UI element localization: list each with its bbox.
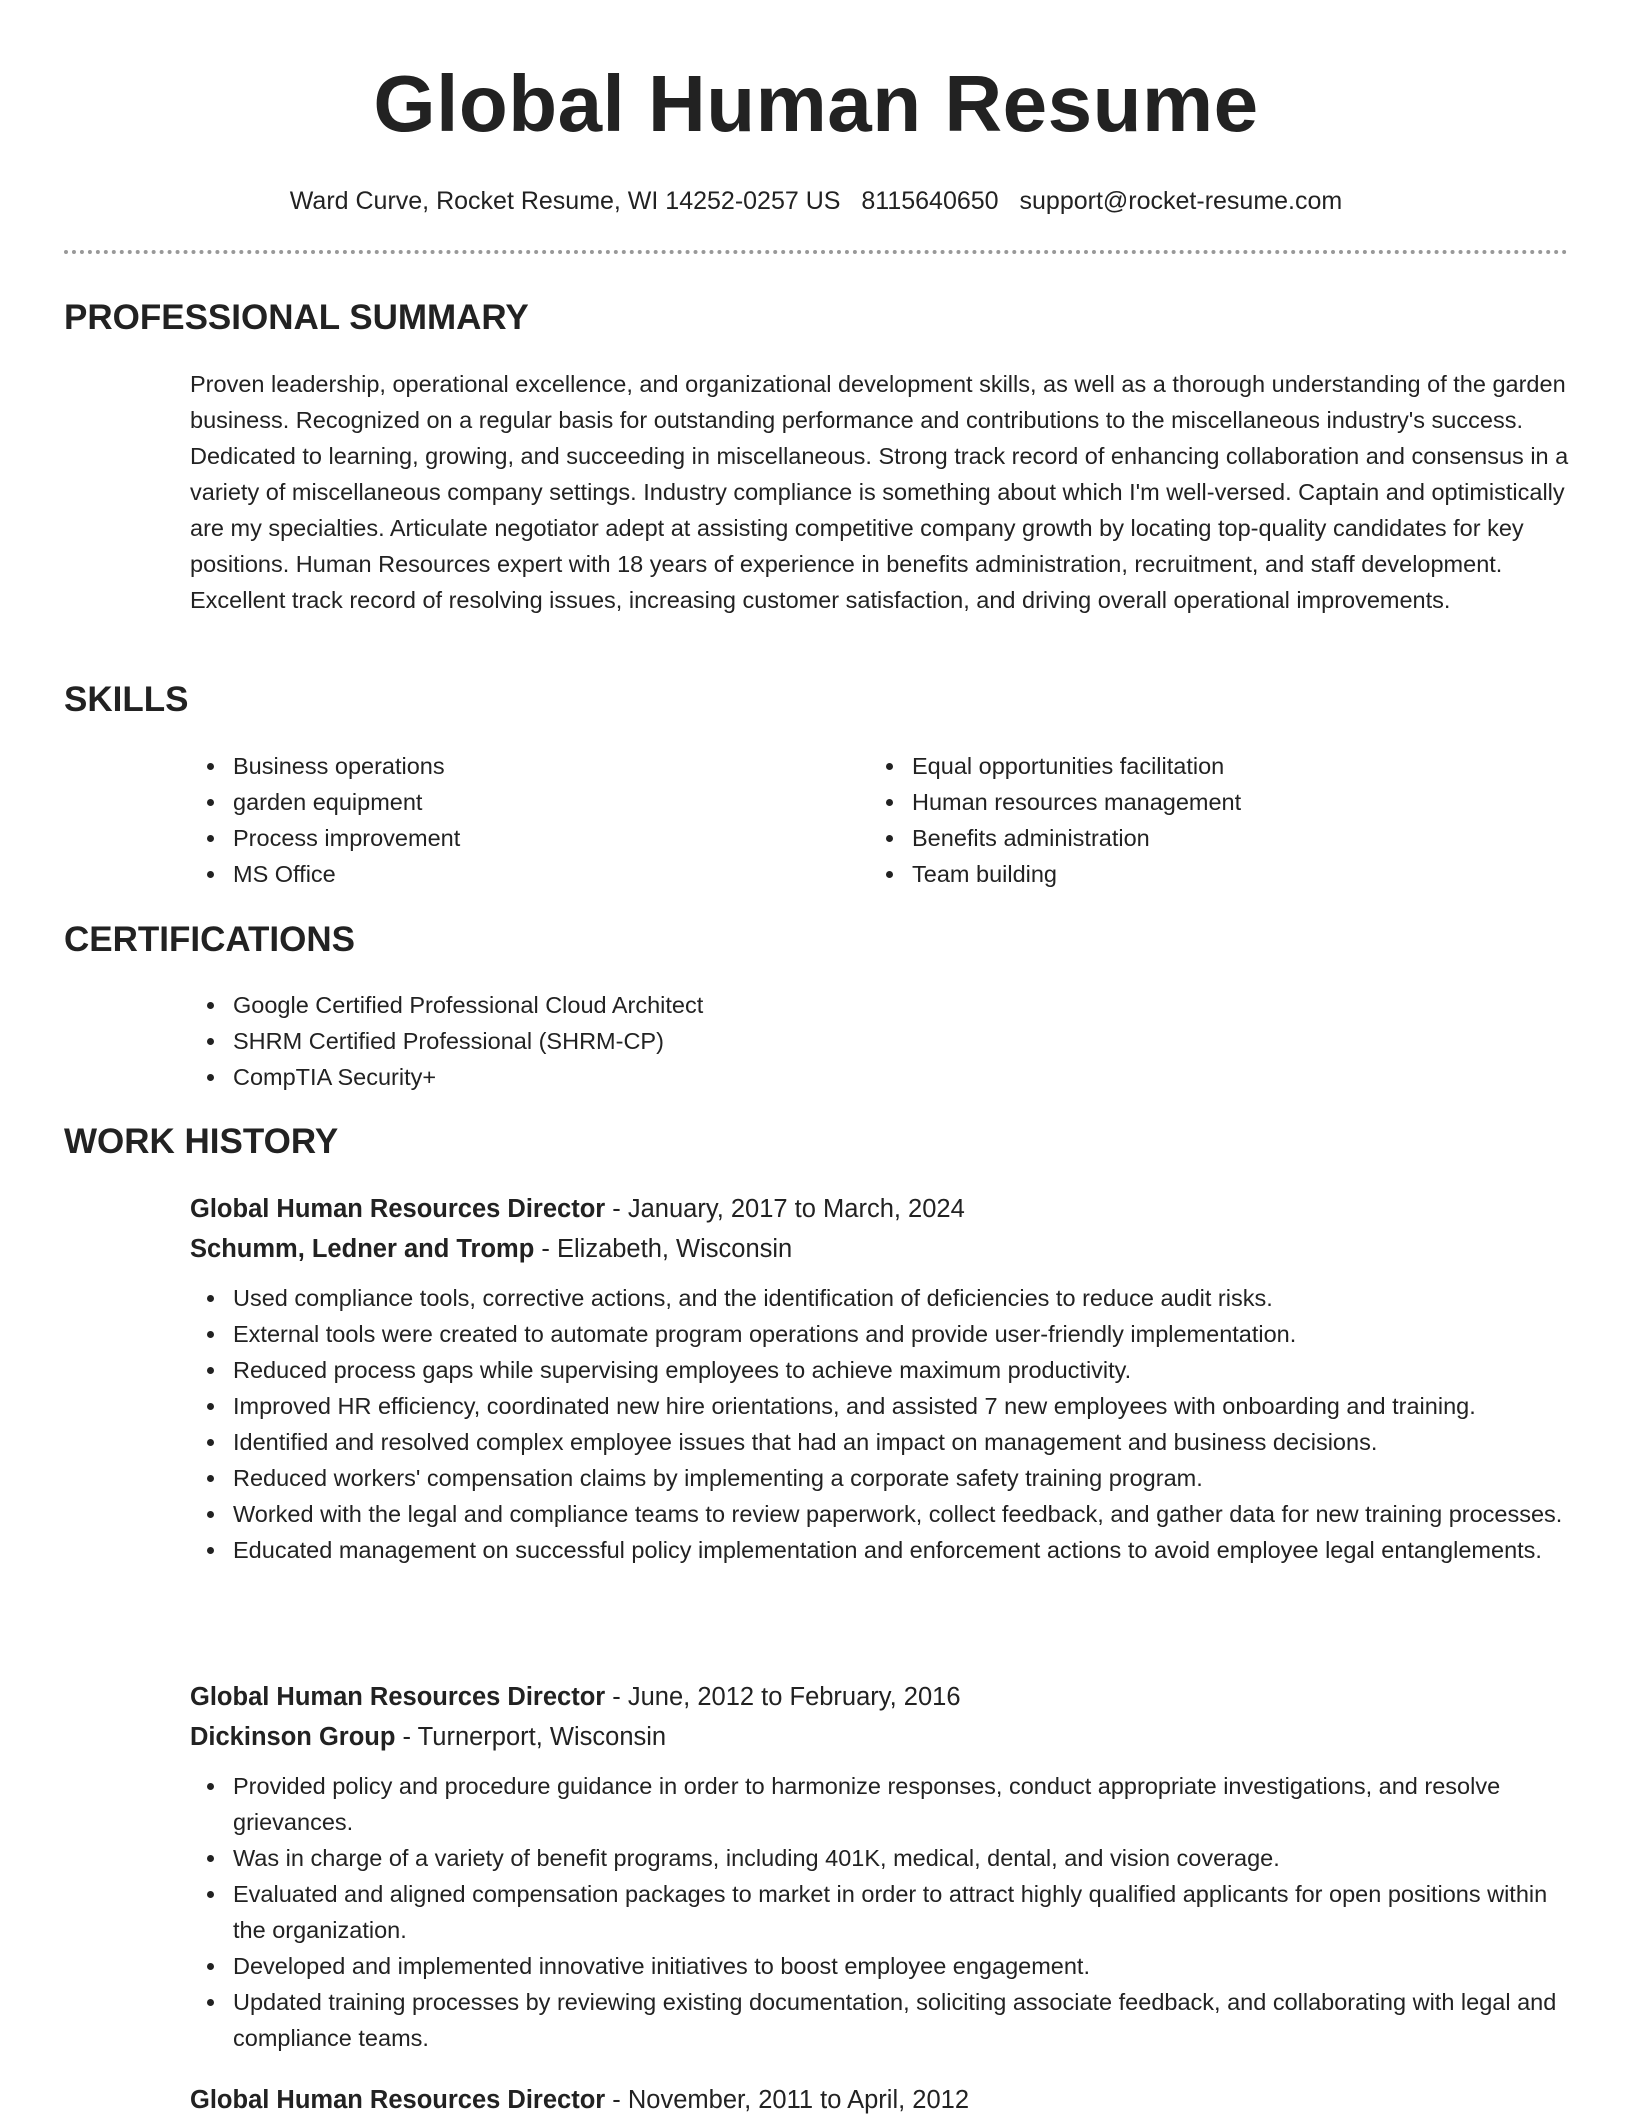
contact-address: Ward Curve, Rocket Resume, WI 14252-0257 US	[289, 187, 841, 215]
job-entry	[190, 1189, 1580, 1568]
job-bullet: Provided policy and procedure guidance in order to harmonize responses, conduct appropriate investigations, and resolve grievances.	[190, 1768, 1580, 1840]
skill-item: Team building	[869, 856, 1241, 892]
skills-heading: SKILLS	[64, 680, 189, 719]
summary-text: Proven leadership, operational excellence, and organizational development skills, as well as a thorough understanding of the garden business. Recognized on a regular basis for outstanding performance and contributions to the miscellaneous industry's success. Dedicated to learning, growing, and succeeding in miscellaneous. Strong track record of enhancing collaboration and consensus in a variety of miscellaneous company settings. Industry compliance is something about which I'm well-versed. Captain and optimistically are my specialties. Articulate negotiator adept at assisting competitive company growth by locating top-quality candidates for key positions. Human Resources expert with 18 years of experience in benefits administration, recruitment, and staff development. Excellent track record of resolving issues, increasing customer satisfaction, and driving overall operational improvements.	[190, 371, 1569, 613]
job-entry	[190, 2080, 1580, 2120]
summary-heading: PROFESSIONAL SUMMARY	[64, 298, 529, 337]
skills-list-left	[190, 748, 460, 892]
job-dates: - November, 2011 to April, 2012	[605, 2086, 970, 2114]
contact-email: support@rocket-resume.com	[1019, 187, 1343, 215]
job-bullet: Used compliance tools, corrective actions, and the identification of deficiencies to reduce audit risks.	[190, 1280, 1580, 1316]
job-bullet: Updated training processes by reviewing existing documentation, soliciting associate feedback, and collaborating with legal and compliance teams.	[190, 1984, 1580, 2056]
certifications-heading: CERTIFICATIONS	[64, 920, 356, 959]
skill-item: garden equipment	[190, 784, 460, 820]
job-bullet: Evaluated and aligned compensation packages to market in order to attract highly qualified applicants for open positions within the organization.	[190, 1876, 1580, 1948]
certifications-list	[190, 987, 703, 1095]
contact-line	[0, 186, 1632, 216]
job-location: - Elizabeth, Wisconsin	[534, 1235, 793, 1263]
skill-item: Equal opportunities facilitation	[869, 748, 1241, 784]
job-bullets	[190, 1280, 1580, 1568]
job-title-line	[190, 1677, 1580, 1717]
job-company: Dickinson Group	[190, 1723, 396, 1751]
job-location: - Turnerport, Wisconsin	[395, 1723, 667, 1751]
job-bullet: Identified and resolved complex employee issues that had an impact on management and business decisions.	[190, 1424, 1580, 1460]
job-bullet: Educated management on successful policy implementation and enforcement actions to avoid employee legal entanglements.	[190, 1532, 1580, 1568]
skill-item: Business operations	[190, 748, 460, 784]
skill-item: MS Office	[190, 856, 460, 892]
job-dates: - June, 2012 to February, 2016	[605, 1683, 961, 1711]
job-bullet: External tools were created to automate program operations and provide user-friendly implementation.	[190, 1316, 1580, 1352]
job-role: Global Human Resources Director	[190, 1683, 606, 1711]
job-title-line	[190, 1189, 1580, 1229]
resume-name: Global Human Resume	[373, 59, 1259, 148]
job-company-line	[190, 1717, 1580, 1757]
skill-item: Process improvement	[190, 820, 460, 856]
job-role: Global Human Resources Director	[190, 2086, 606, 2114]
job-bullet: Reduced workers' compensation claims by implementing a corporate safety training program.	[190, 1460, 1580, 1496]
job-entry	[190, 1677, 1580, 2056]
job-bullet: Was in charge of a variety of benefit programs, including 401K, medical, dental, and vision coverage.	[190, 1840, 1580, 1876]
job-bullet: Developed and implemented innovative initiatives to boost employee engagement.	[190, 1948, 1580, 1984]
certification-item: CompTIA Security+	[190, 1059, 703, 1095]
job-dates: - January, 2017 to March, 2024	[605, 1195, 965, 1223]
certification-item: SHRM Certified Professional (SHRM-CP)	[190, 1023, 703, 1059]
job-bullet: Reduced process gaps while supervising employees to achieve maximum productivity.	[190, 1352, 1580, 1388]
job-company-line	[190, 1229, 1580, 1269]
job-bullet: Worked with the legal and compliance teams to review paperwork, collect feedback, and gather data for new training processes.	[190, 1496, 1580, 1532]
job-company: Schumm, Ledner and Tromp	[190, 1235, 535, 1263]
job-role: Global Human Resources Director	[190, 1195, 606, 1223]
skill-item: Benefits administration	[869, 820, 1241, 856]
job-bullets	[190, 1768, 1580, 2056]
job-title-line	[190, 2080, 1580, 2120]
skills-list-right	[869, 748, 1241, 892]
work-history-heading: WORK HISTORY	[64, 1122, 339, 1161]
contact-phone: 8115640650	[861, 187, 999, 215]
certification-item: Google Certified Professional Cloud Architect	[190, 987, 703, 1023]
skill-item: Human resources management	[869, 784, 1241, 820]
job-bullet: Improved HR efficiency, coordinated new hire orientations, and assisted 7 new employees with onboarding and training.	[190, 1388, 1580, 1424]
header-divider	[64, 250, 1568, 254]
